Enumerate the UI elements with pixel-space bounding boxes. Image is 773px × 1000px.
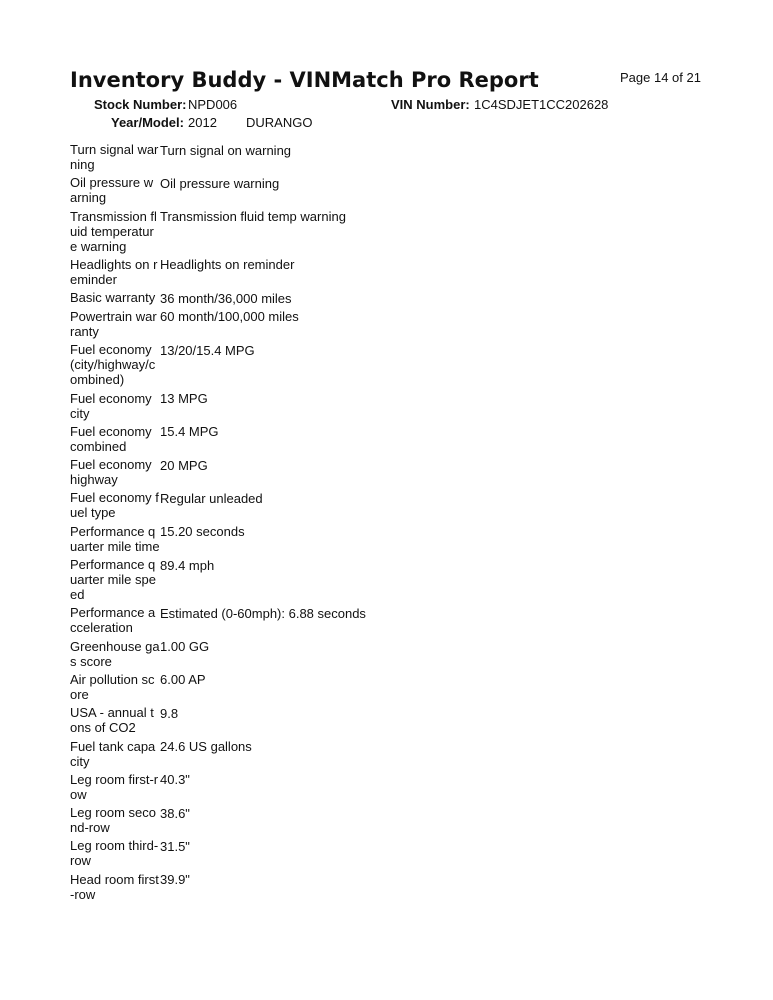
spec-row-headlights-on-reminder [70, 257, 710, 287]
spec-row-leg-room-first-row [70, 772, 710, 802]
spec-label: Transmission fluid temperature warning [70, 208, 157, 254]
spec-value: 38.6" [160, 805, 190, 821]
report-title: Inventory Buddy - VINMatch Pro Report [70, 68, 539, 92]
spec-row-performance-quarter-mile-speed [70, 557, 710, 602]
spec-label: Fuel economy (city/highway/combined) [70, 342, 156, 388]
spec-value: 15.20 seconds [160, 524, 245, 540]
vin-number-label: VIN Number: [391, 97, 470, 112]
spec-row-head-room-first-row [70, 872, 710, 902]
spec-label: Fuel economy fuel type [70, 490, 159, 521]
spec-value: 24.6 US gallons [160, 739, 252, 755]
model-value: DURANGO [246, 115, 313, 130]
spec-label: Basic warranty [70, 290, 156, 306]
spec-label: Turn signal warning [70, 142, 159, 172]
spec-label: Powertrain warranty [70, 308, 157, 339]
spec-value: 20 MPG [160, 457, 208, 473]
spec-label: USA - annual tons of CO2 [70, 705, 154, 736]
spec-row-turn-signal-warning [70, 142, 710, 172]
spec-row-fuel-economy-combined-summary [70, 342, 710, 387]
spec-value: Transmission fluid temp warning [160, 209, 346, 225]
spec-value: 39.9" [160, 872, 190, 888]
spec-value: 6.00 AP [160, 672, 206, 688]
spec-row-transmission-fluid-temperature-warning [70, 209, 710, 254]
stock-number-value: NPD006 [188, 97, 238, 112]
spec-value: 60 month/100,000 miles [160, 309, 299, 325]
spec-value: 13 MPG [160, 391, 208, 407]
spec-label: Leg room first-row [70, 771, 159, 802]
spec-row-oil-pressure-warning [70, 175, 710, 205]
spec-value: 31.5" [160, 838, 190, 854]
spec-row-fuel-economy-city [70, 391, 710, 421]
page-number: Page 14 of 21 [620, 70, 701, 85]
spec-row-fuel-economy-fuel-type [70, 490, 710, 520]
spec-row-leg-room-second-row [70, 805, 710, 835]
spec-value: Turn signal on warning [160, 142, 292, 158]
spec-value: Headlights on reminder [160, 257, 295, 273]
spec-label: Fuel economy combined [70, 423, 152, 454]
spec-row-performance-acceleration [70, 605, 710, 635]
spec-label: Greenhouse gas score [70, 638, 160, 669]
spec-value: 13/20/15.4 MPG [160, 342, 255, 358]
spec-value: 40.3" [160, 772, 190, 788]
spec-label: Performance quarter mile speed [70, 557, 156, 603]
spec-row-greenhouse-gas-score [70, 639, 710, 669]
vin-number-value: 1C4SDJET1CC202628 [474, 97, 609, 112]
spec-label: Head room first-row [70, 871, 159, 902]
spec-label: Fuel economy city [70, 390, 152, 421]
spec-label: Air pollution score [70, 671, 155, 702]
spec-value: Estimated (0-60mph): 6.88 seconds [160, 605, 366, 621]
spec-label: Oil pressure warning [70, 175, 154, 206]
stock-number-label: Stock Number: [94, 97, 187, 112]
spec-row-fuel-economy-highway [70, 457, 710, 487]
spec-label: Leg room third-row [70, 838, 159, 869]
spec-label: Performance quarter mile time [70, 523, 160, 554]
spec-label: Leg room second-row [70, 805, 156, 836]
spec-value: 1.00 GG [160, 639, 210, 655]
spec-row-fuel-tank-capacity [70, 739, 710, 769]
spec-label: Performance acceleration [70, 605, 156, 636]
spec-value: 36 month/36,000 miles [160, 290, 292, 306]
year-value: 2012 [188, 115, 217, 130]
spec-label: Headlights on reminder [70, 256, 158, 287]
spec-row-basic-warranty [70, 290, 710, 306]
spec-row-fuel-economy-combined [70, 424, 710, 454]
spec-row-performance-quarter-mile-time [70, 524, 710, 554]
year-model-label: Year/Model: [111, 115, 184, 130]
spec-value: 89.4 mph [160, 557, 215, 573]
spec-value: Regular unleaded [160, 490, 263, 506]
spec-list [70, 142, 710, 905]
spec-row-leg-room-third-row [70, 838, 710, 868]
spec-value: 15.4 MPG [160, 424, 219, 440]
spec-value: 9.8 [160, 705, 179, 721]
spec-row-powertrain-warranty [70, 309, 710, 339]
spec-row-air-pollution-score [70, 672, 710, 702]
spec-label: Fuel economy highway [70, 457, 152, 488]
spec-row-annual-tons-co2 [70, 705, 710, 735]
spec-value: Oil pressure warning [160, 175, 280, 191]
spec-label: Fuel tank capacity [70, 738, 156, 769]
